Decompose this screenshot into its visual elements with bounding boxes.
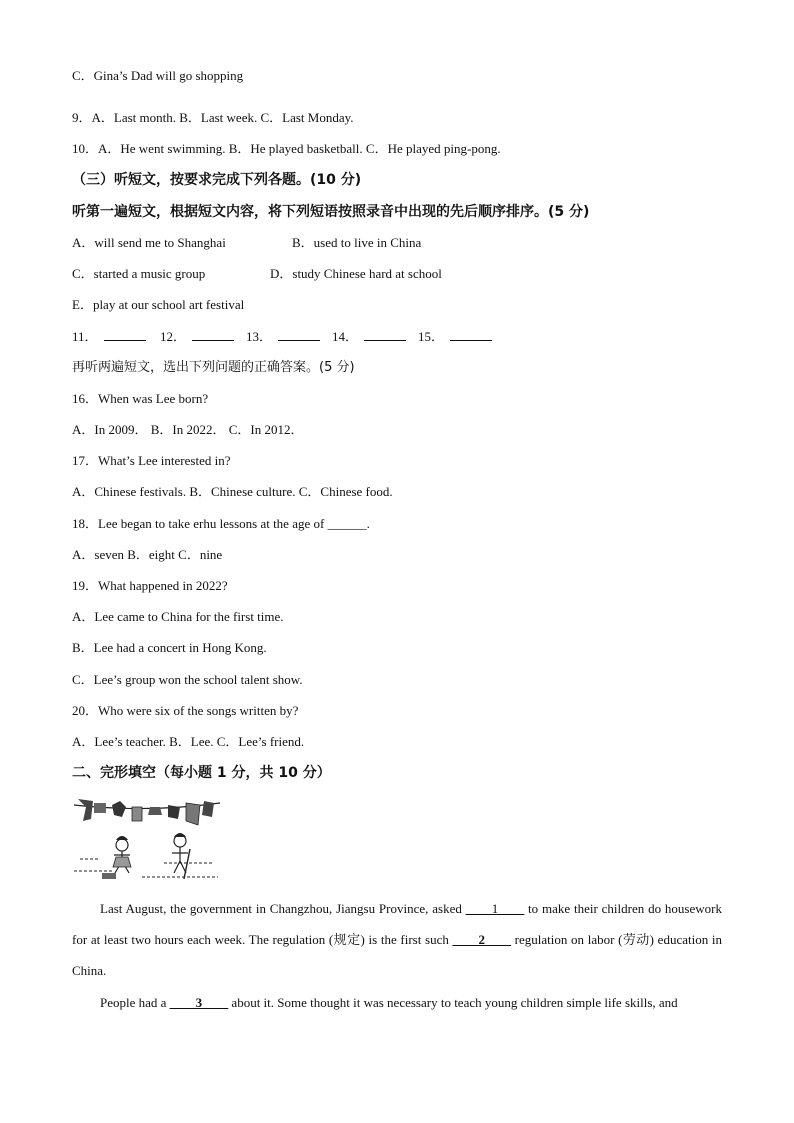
answer-19c: C．Lee’s group won the school talent show.	[72, 672, 303, 687]
instruction-choose: 再听两遍短文，选出下列问题的正确答案。(5 分)	[72, 360, 355, 375]
question-10: 10．A．He went swimming. B．He played basketball. C．He played ping-pong.	[72, 141, 501, 156]
cloze-blank-1: ____1____	[465, 901, 525, 916]
section-3-heading: （三）听短文，按要求完成下列各题。(10 分)	[72, 172, 362, 188]
answers-18: A．seven B．eight C．nine	[72, 547, 223, 562]
cloze-paragraph-2	[72, 987, 722, 1018]
passage-text: People had a	[100, 995, 170, 1010]
phrase-b: B．used to live in China	[292, 235, 422, 250]
passage-text: Last August, the government in Changzhou, Jiangsu Province, asked	[100, 901, 466, 916]
answer-19a: A．Lee came to China for the first time.	[72, 609, 284, 624]
blank-11: 11．	[72, 328, 146, 346]
cloze-paragraph-1	[72, 893, 722, 986]
cloze-blank-3: ____3____	[169, 995, 229, 1010]
answer-19b: B．Lee had a concert in Hong Kong.	[72, 640, 267, 655]
blank-13: 13．	[246, 328, 320, 346]
housework-illustration	[72, 793, 222, 885]
passage-text: about it. Some thought it was necessary to teach young children simple life skills, and	[228, 995, 678, 1010]
phrase-e: E．play at our school art festival	[72, 297, 245, 312]
part-2-heading: 二、完形填空（每小题 1 分，共 10 分）	[72, 765, 331, 781]
phrase-d: D．study Chinese hard at school	[270, 266, 442, 281]
phrase-c: C．started a music group	[72, 266, 206, 281]
answers-17: A．Chinese festivals. B．Chinese culture. C．Chinese food.	[72, 484, 393, 499]
answers-16: A．In 2009． B．In 2022． C．In 2012．	[72, 422, 304, 437]
passage-text: regulation on labor (劳动) education in China.	[72, 932, 722, 978]
question-17: 17．What’s Lee interested in?	[72, 453, 231, 468]
question-19: 19．What happened in 2022?	[72, 578, 228, 593]
question-18: 18．Lee began to take erhu lessons at the age of ______.	[72, 516, 370, 531]
question-16: 16．When was Lee born?	[72, 391, 209, 406]
option-c-line: C．Gina’s Dad will go shopping	[72, 68, 244, 83]
phrase-a: A．will send me to Shanghai	[72, 235, 226, 250]
blank-12: 12．	[160, 328, 234, 346]
blank-15: 15．	[418, 328, 492, 346]
blank-14: 14．	[332, 328, 406, 346]
question-20: 20．Who were six of the songs written by?	[72, 703, 299, 718]
passage-text: to make their children do housework for at least two hours each week. The regulation (规定) is the first such	[72, 901, 722, 947]
instruction-ordering: 听第一遍短文，根据短文内容，将下列短语按照录音中出现的先后顺序排序。(5 分)	[72, 204, 590, 220]
cloze-blank-2: ____2____	[452, 932, 512, 947]
answers-20: A．Lee’s teacher. B．Lee. C．Lee’s friend.	[72, 734, 305, 749]
question-9: 9．A．Last month. B．Last week. C．Last Monday.	[72, 110, 354, 125]
